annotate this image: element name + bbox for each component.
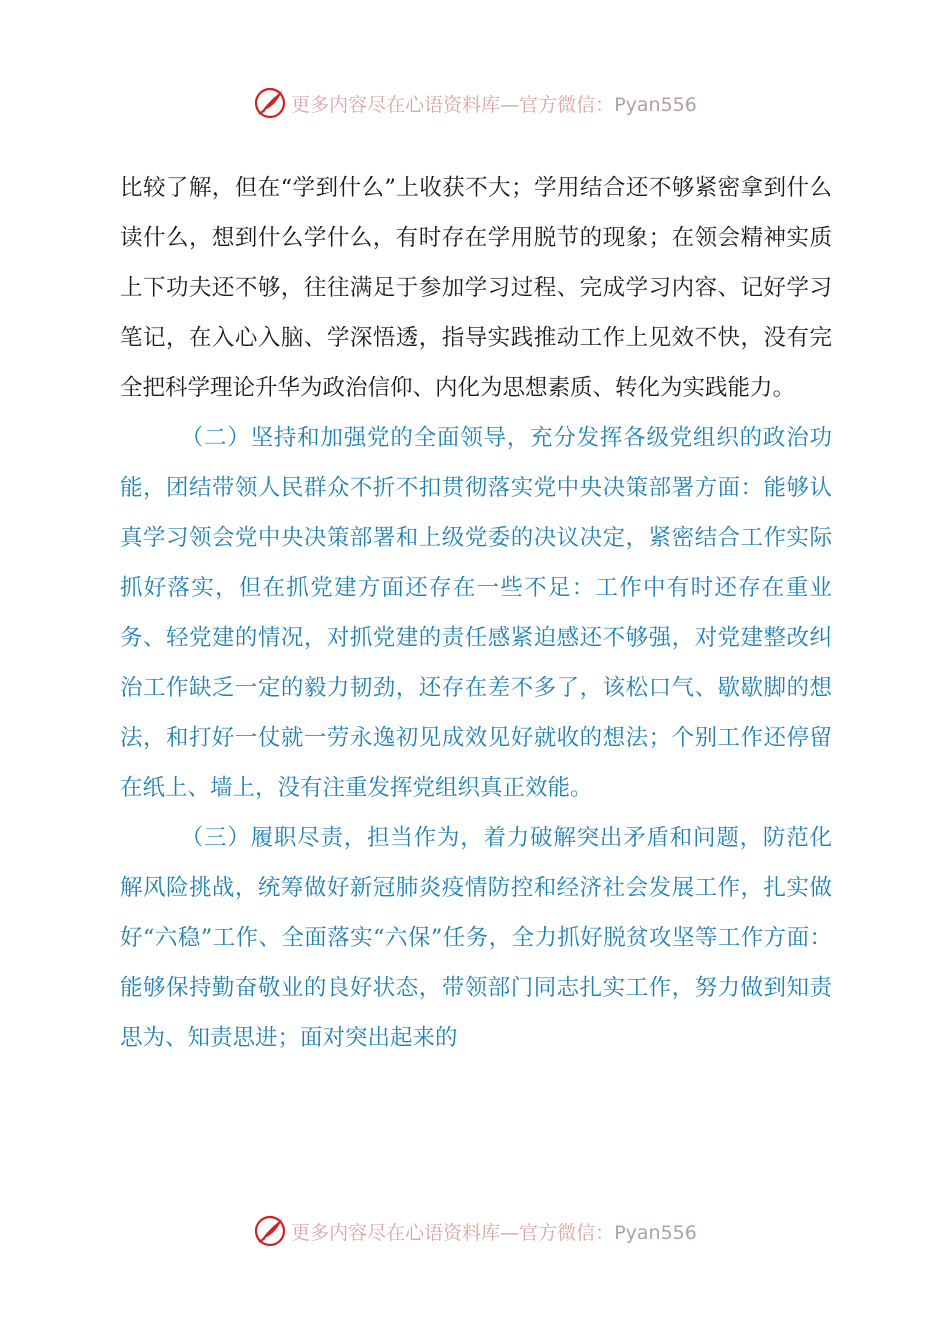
footer-watermark: [0, 1211, 950, 1251]
watermark-text: 更多内容尽在心语资料库—官方微信：Pyan556: [291, 93, 697, 116]
header-watermark: [0, 83, 950, 123]
paragraph-continuation: 比较了解，但在“学到什么”上收获不大；学用结合还不够紧密拿到什么读什么，想到什么学什么，有时存在学用脱节的现象；在领会精神实质上下功夫还不够，往往满足于参加学习过程、完成学习内容、记好学习笔记，在入心入脑、学深悟透，指导实践推动工作上见效不快，没有完全把科学理论升华为政治信仰、内化为思想素质、转化为实践能力。: [120, 175, 832, 401]
paragraph-section-2: （二）坚持和加强党的全面领导，充分发挥各级党组织的政治功能，团结带领人民群众不折不扣贯彻落实党中央决策部署方面：能够认真学习领会党中央决策部署和上级党委的决议决定，紧密结合工作实际抓好落实，但在抓党建方面还存在一些不足：工作中有时还存在重业务、轻党建的情况，对抓党建的责任感紧迫感还不够强，对党建整改纠治工作缺乏一定的毅力韧劲，还存在差不多了，该松口气、歇歇脚的想法，和打好一仗就一劳永逸初见成效见好就收的想法；个别工作还停留在纸上、墙上，没有注重发挥党组织真正效能。: [120, 425, 832, 801]
document-body: [120, 163, 832, 1063]
paragraph-section-3: （三）履职尽责，担当作为，着力破解突出矛盾和问题，防范化解风险挑战，统筹做好新冠肺炎疫情防控和经济社会发展工作，扎实做好“六稳”工作、全面落实“六保”任务，全力抓好脱贫攻坚等工作方面：能够保持勤奋敬业的良好状态，带领部门同志扎实工作，努力做到知责思为、知责思进；面对突出起来的: [120, 825, 832, 1051]
watermark-text: 更多内容尽在心语资料库—官方微信：Pyan556: [291, 1221, 697, 1244]
quill-logo-icon: [253, 1214, 287, 1248]
quill-logo-icon: [253, 86, 287, 120]
